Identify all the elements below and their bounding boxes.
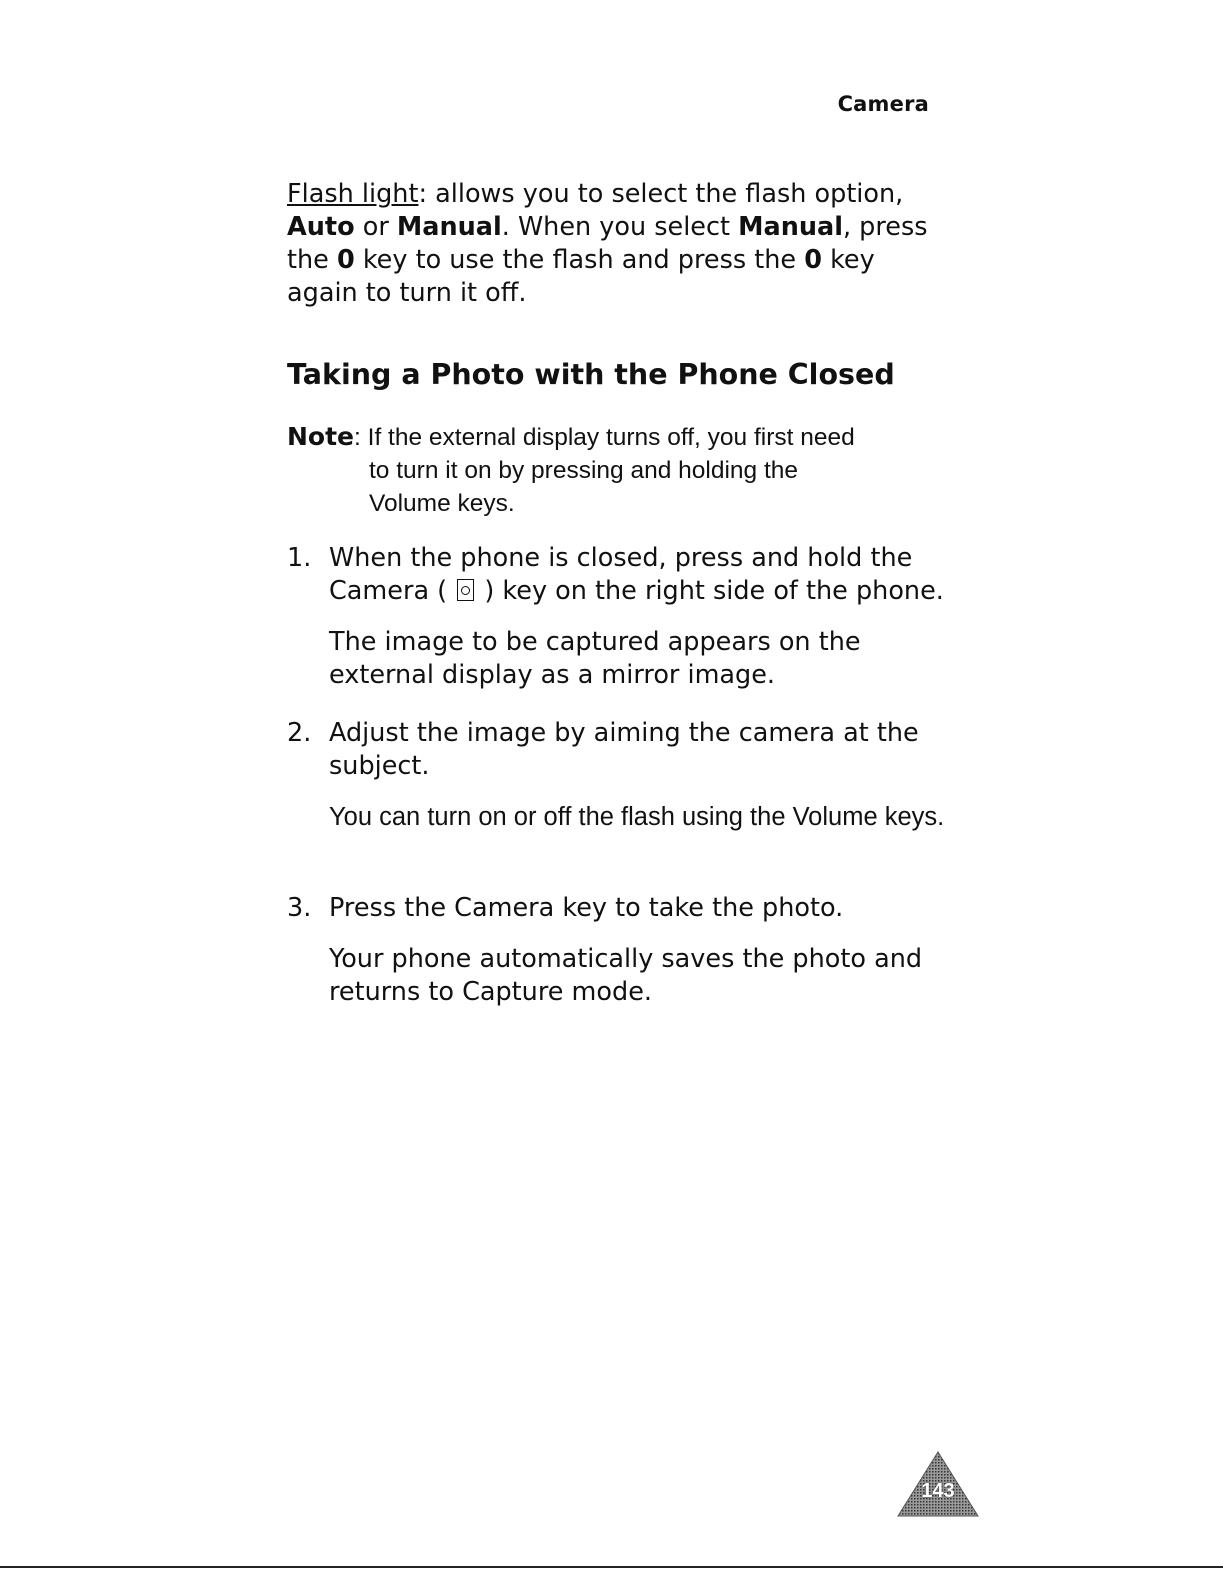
- manual-option: Manual: [396, 212, 502, 242]
- note-text: If the external display turns off, you first need: [367, 424, 855, 451]
- step-3: [287, 892, 947, 925]
- running-header: Camera: [837, 92, 929, 116]
- note-label: Note: [287, 422, 355, 451]
- section-title: Taking a Photo with the Phone Closed: [287, 358, 895, 391]
- zero-key: 0: [336, 245, 355, 275]
- auto-option: Auto: [287, 212, 355, 242]
- step-text: When the phone is closed, press and hold the Camera ( ) key on the right side of the phone.: [329, 543, 944, 606]
- page-bottom-rule: [0, 1566, 1223, 1568]
- note-text: Volume keys.: [369, 490, 515, 517]
- step-number: 3.: [287, 893, 312, 923]
- manual-option: Manual: [738, 212, 843, 242]
- step-text: Press the Camera key to take the photo.: [329, 893, 844, 923]
- step-number: 2.: [287, 718, 312, 748]
- note-text: to turn it on by pressing and holding the: [369, 457, 799, 484]
- step-number: 1.: [287, 543, 312, 573]
- step-3-detail: Your phone automatically saves the photo and returns to Capture mode.: [329, 944, 923, 1007]
- step-text: Adjust the image by aiming the camera at the subject.: [329, 718, 919, 781]
- step-1-detail: The image to be captured appears on the external display as a mirror image.: [329, 627, 861, 690]
- step-1: [287, 542, 947, 608]
- page-number: 143: [921, 1480, 955, 1502]
- flash-light-term: Flash light: [287, 179, 419, 209]
- page-content: [287, 178, 947, 1007]
- flash-light-paragraph: Flash light: allows you to select the flash option, Auto or Manual. When you select Manual, press the 0 key to use the flash and press the 0 key again to turn it off.: [287, 179, 928, 308]
- zero-key: 0: [804, 245, 822, 275]
- step-2-detail: You can turn on or off the flash using the Volume keys.: [329, 803, 945, 831]
- camera-key-icon: [457, 579, 474, 601]
- step-2: [287, 717, 947, 783]
- note-block: Note: If the external display turns off, you first need to turn it on by pressing and holding the Volume keys.: [287, 420, 947, 520]
